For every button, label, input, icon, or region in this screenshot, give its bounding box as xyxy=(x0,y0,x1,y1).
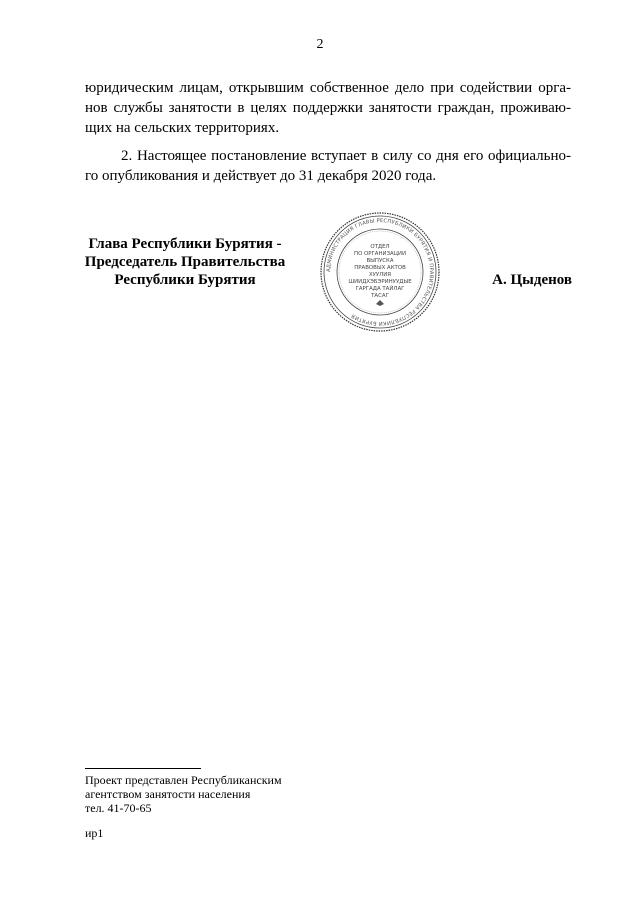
signatory-title xyxy=(78,235,292,289)
seal-inner-text: ШИИДХЭБЭРИНУУДЫЕ xyxy=(348,279,412,285)
footnote-line: тел. 41-70-65 xyxy=(85,801,152,815)
paragraph-continuation xyxy=(85,78,571,138)
footnote-line: Проект представлен Республиканским xyxy=(85,773,282,787)
official-seal-stamp xyxy=(318,210,442,334)
signatory-title-line: Республики Бурятия xyxy=(114,272,256,288)
paragraph-line: юридическим лицам, открывшим собственное дело при содействии орга- xyxy=(85,80,571,96)
seal-inner-text: ХУУЛИЯ xyxy=(368,272,392,278)
signatory-name: А. Цыденов xyxy=(492,272,572,288)
paragraph-line: 2. Настоящее постановление вступает в силу со дня его официально- xyxy=(121,148,571,164)
seal-inner-text: ТАСАГ xyxy=(371,293,389,299)
paragraph-clause-2 xyxy=(85,146,571,186)
paragraph-line: го опубликования и действует до 31 декабря 2020 года. xyxy=(85,168,437,184)
document-code: ир1 xyxy=(85,826,104,840)
seal-inner-text: ПО ОРГАНИЗАЦИИ xyxy=(354,251,406,257)
footnote xyxy=(85,773,282,815)
seal-inner-text: ОТДЕЛ xyxy=(370,244,390,250)
seal-inner-text: ГАРГАДА ТАЙЛАГ xyxy=(355,286,405,292)
seal-inner-text: ПРАВОВЫХ АКТОВ xyxy=(354,265,406,271)
signatory-title-line: Глава Республики Бурятия - xyxy=(88,236,282,252)
paragraph-line: нов службы занятости в целях поддержки занятости граждан, проживаю- xyxy=(85,100,571,116)
seal-ring-text: АДМИНИСТРАЦИЯ ГЛАВЫ РЕСПУБЛИКИ БУРЯТИЯ И ПРАВИТЕЛЬСТВА РЕСПУБЛИКИ БУРЯТИЯ xyxy=(325,217,435,327)
seal-inner-text: ВЫПУСКА xyxy=(366,258,394,264)
signatory-title-line: Председатель Правительства xyxy=(84,254,286,270)
footnote-line: агентством занятости населения xyxy=(85,787,251,801)
footnote-divider xyxy=(85,768,201,769)
page-number: 2 xyxy=(316,37,324,52)
paragraph-line: щих на сельских территориях. xyxy=(85,120,280,136)
